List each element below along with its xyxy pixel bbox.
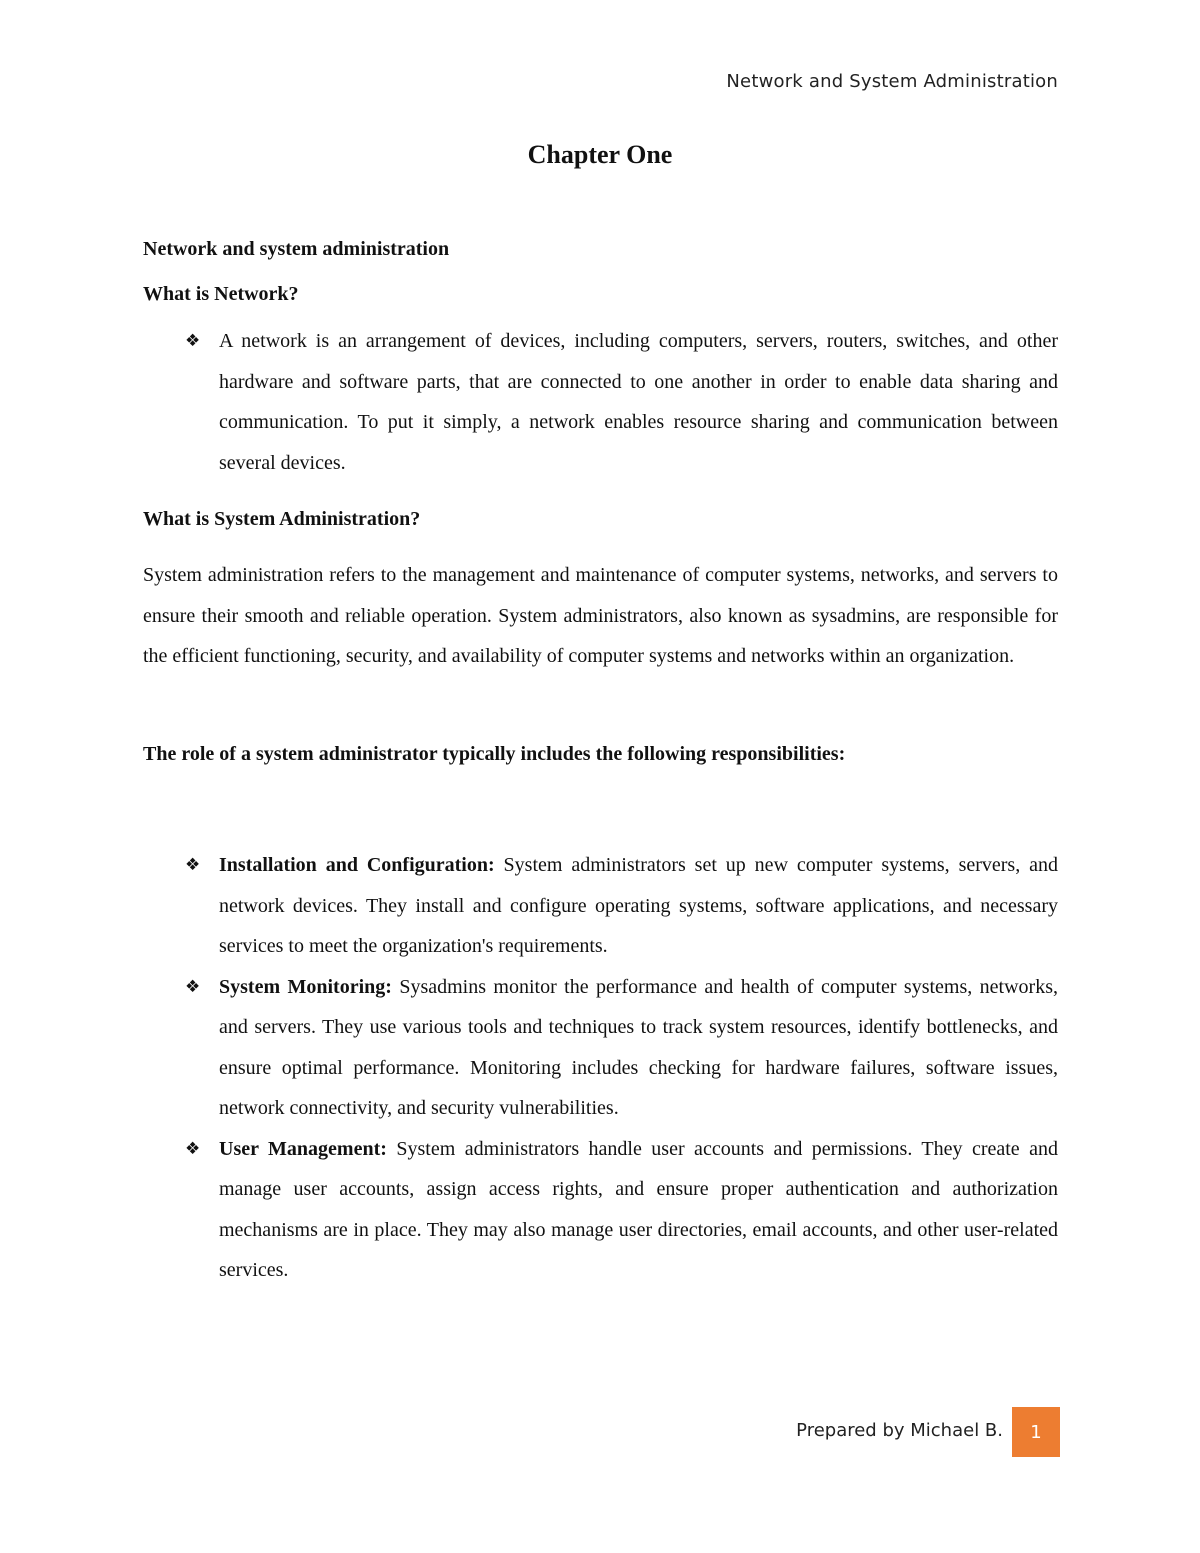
diamond-bullet-icon: ❖ bbox=[185, 855, 201, 875]
responsibilities-block bbox=[143, 845, 1058, 1291]
responsibilities-list bbox=[143, 845, 1058, 1291]
role-heading: The role of a system administrator typically includes the following responsibilities: bbox=[143, 743, 846, 765]
sysadmin-question-block bbox=[143, 505, 1058, 533]
network-definition: A network is an arrangement of devices, including computers, servers, routers, switches, and other hardware and software parts, that are connected to one another in order to enable data sharing and communication. To put it simply, a network enables resource sharing and communication between several devices. bbox=[219, 330, 1058, 474]
responsibility-text: System administrators handle user accounts and permissions. They create and manage user accounts, assign access rights, and ensure proper authentication and authorization mechanisms are in place. They may also manage user directories, email accounts, and other user-related services. bbox=[219, 1137, 1058, 1281]
chapter-title: Chapter One bbox=[527, 140, 673, 169]
responsibility-title: System Monitoring: bbox=[219, 975, 400, 998]
page-number-badge: 1 bbox=[1012, 1407, 1060, 1457]
sysadmin-definition: System administration refers to the management and maintenance of computer systems, networks, and servers to ensure their smooth and reliable operation. System administrators, also known as sysadmins, are responsible for the efficient functioning, security, and availability of computer systems and networks within an organization. bbox=[143, 564, 1058, 667]
running-header: Network and System Administration bbox=[726, 71, 1058, 92]
section-title: Network and system administration bbox=[143, 238, 450, 260]
list-item bbox=[143, 1129, 1058, 1291]
network-bullet-block bbox=[143, 321, 1058, 483]
list-item bbox=[143, 845, 1058, 967]
sysadmin-question: What is System Administration? bbox=[143, 508, 421, 530]
responsibility-title: User Management: bbox=[219, 1137, 397, 1160]
diamond-bullet-icon: ❖ bbox=[185, 331, 201, 351]
list-item bbox=[143, 967, 1058, 1129]
network-question-block bbox=[143, 280, 1058, 308]
responsibility-text: System administrators set up new computer systems, servers, and network devices. They install and configure operating systems, software applications, and necessary services to meet the organization's requirements. bbox=[219, 854, 1058, 957]
diamond-bullet-icon: ❖ bbox=[185, 976, 201, 997]
network-question: What is Network? bbox=[143, 283, 299, 305]
sysadmin-paragraph-block bbox=[143, 555, 1058, 677]
footer-prepared-by: Prepared by Michael B. bbox=[796, 1420, 1003, 1441]
section-heading-block bbox=[143, 235, 1058, 263]
network-bullet-list bbox=[143, 321, 1058, 483]
responsibility-text: Sysadmins monitor the performance and health of computer systems, networks, and servers. They use various tools and techniques to track system resources, identify bottlenecks, and ensure optimal performance. Monitoring includes checking for hardware failures, software issues, network connectivity, and security vulnerabilities. bbox=[219, 975, 1058, 1119]
responsibility-title: Installation and Configuration: bbox=[219, 854, 504, 876]
diamond-bullet-icon: ❖ bbox=[185, 1138, 201, 1159]
role-heading-block bbox=[143, 740, 1058, 768]
list-item bbox=[143, 321, 1058, 483]
